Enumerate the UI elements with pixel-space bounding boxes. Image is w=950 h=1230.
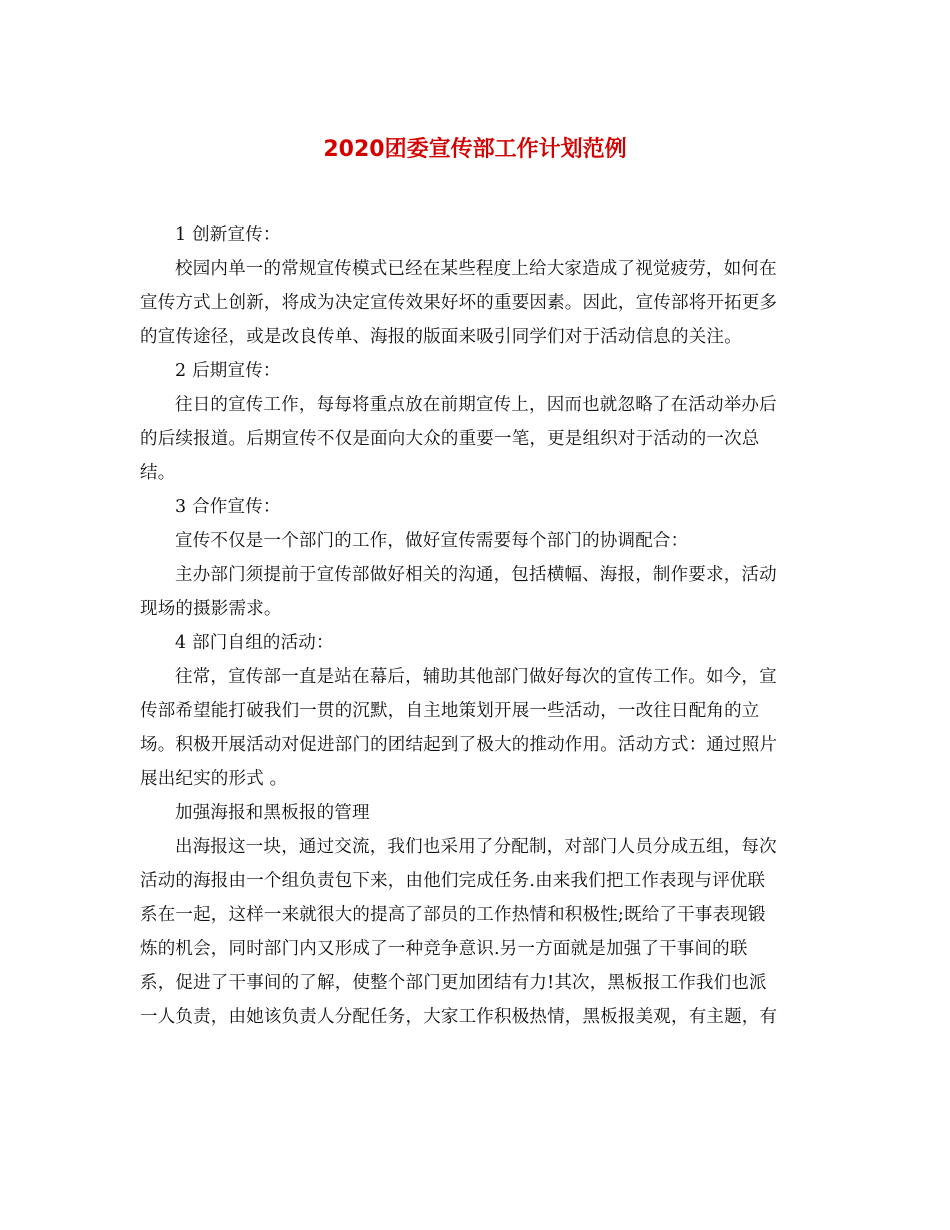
body-line: 结。 [140, 463, 176, 483]
body-line: 活动的海报由一个组负责包下来，由他们完成任务.由来我们把工作表现与评优联 [140, 871, 766, 891]
body-line: 的宣传途径，或是改良传单、海报的版面来吸引同学们对于活动信息的关注。 [140, 327, 742, 347]
body-line: 宣传不仅是一个部门的工作，做好宣传需要每个部门的协调配合： [175, 531, 689, 551]
body-line: 4 部门自组的活动： [175, 633, 334, 653]
body-line: 3 合作宣传： [175, 497, 281, 517]
body-line: 场。积极开展活动对促进部门的团结起到了极大的推动作用。活动方式：通过照片 [140, 735, 778, 755]
body-line: 系，促进了干事间的了解，使整个部门更加团结有力!其次，黑板报工作我们也派 [140, 973, 767, 993]
body-line: 的后续报道。后期宣传不仅是面向大众的重要一笔，更是组织对于活动的一次总 [140, 429, 760, 449]
body-line: 一人负责，由她该负责人分配任务，大家工作积极热情，黑板报美观，有主题，有 [140, 1007, 778, 1027]
body-line: 系在一起，这样一来就很大的提高了部员的工作热情和积极性;既给了干事表现锻 [140, 905, 766, 925]
body-line: 往日的宣传工作，每每将重点放在前期宣传上，因而也就忽略了在活动举办后 [175, 395, 777, 415]
body-line: 传部希望能打破我们一贯的沉默，自主地策划开展一些活动，一改往日配角的立 [140, 701, 760, 721]
body-line: 加强海报和黑板报的管理 [175, 803, 370, 823]
body-line: 2 后期宣传： [175, 361, 281, 381]
body-line: 往常，宣传部一直是站在幕后，辅助其他部门做好每次的宣传工作。如今，宣 [175, 667, 777, 687]
document-body [140, 218, 812, 1034]
body-line: 主办部门须提前于宣传部做好相关的沟通，包括横幅、海报，制作要求，活动 [175, 565, 777, 585]
body-line: 炼的机会，同时部门内又形成了一种竞争意识.另一方面就是加强了干事间的联 [140, 939, 748, 959]
body-line: 现场的摄影需求。 [140, 599, 282, 619]
body-line: 1 创新宣传： [175, 225, 281, 245]
body-line: 出海报这一块，通过交流，我们也采用了分配制，对部门人员分成五组，每次 [175, 837, 777, 857]
body-line: 校园内单一的常规宣传模式已经在某些程度上给大家造成了视觉疲劳，如何在 [175, 259, 777, 279]
body-line: 展出纪实的形式 。 [140, 769, 288, 789]
body-line: 宣传方式上创新，将成为决定宣传效果好坏的重要因素。因此，宣传部将开拓更多 [140, 293, 778, 313]
document-title: 2020团委宣传部工作计划范例 [323, 137, 627, 162]
